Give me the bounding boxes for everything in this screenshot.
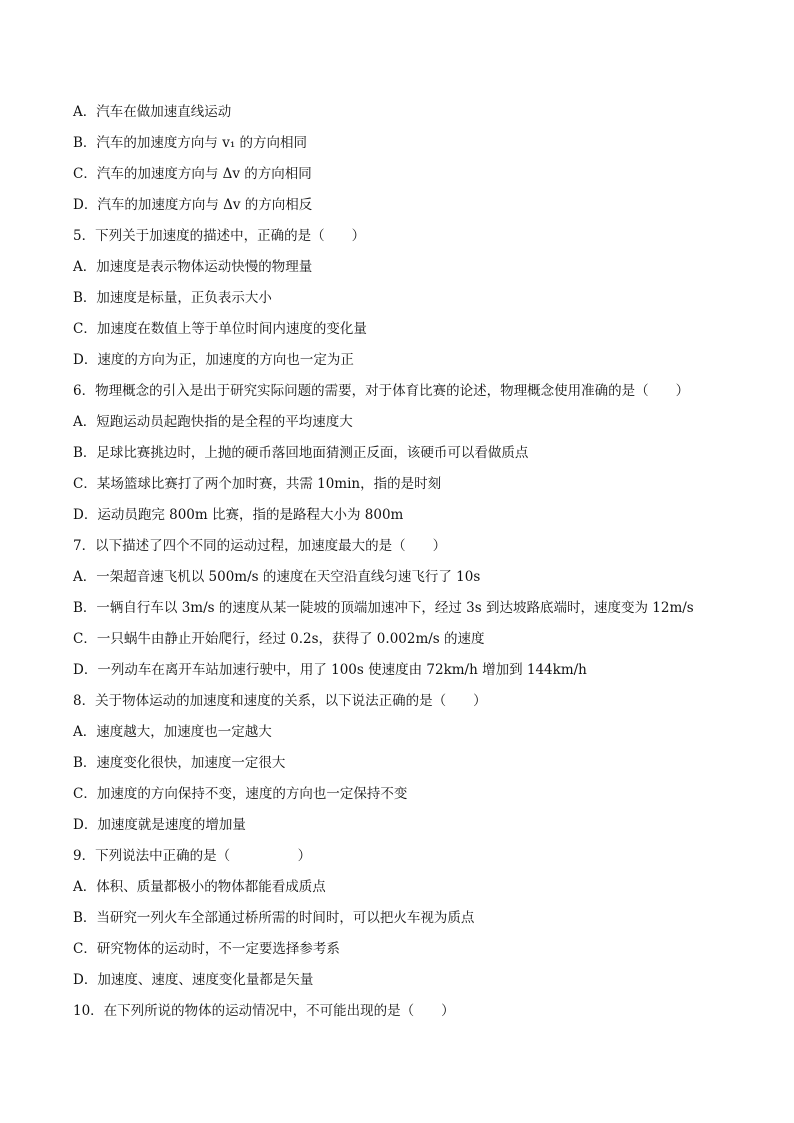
option-7c: C．一只蜗牛由静止开始爬行，经过 0.2s，获得了 0.002m/s 的速度 [73,631,485,647]
option-4c: C．汽车的加速度方向与 Δv 的方向相同 [73,166,312,182]
option-5d: D．速度的方向为正，加速度的方向也一定为正 [73,352,354,368]
option-4d: D．汽车的加速度方向与 Δv 的方向相反 [73,197,313,213]
option-7b: B．一辆自行车以 3m/s 的速度从某一陡坡的顶端加速冲下，经过 3s 到达坡路底端时，速度变为 12m/s [73,600,694,616]
option-8a: A．速度越大，加速度也一定越大 [73,724,272,740]
option-6a: A．短跑运动员起跑快指的是全程的平均速度大 [73,414,353,430]
option-7a: A．一架超音速飞机以 500m/s 的速度在天空沿直线匀速飞行了 10s [73,569,481,585]
option-8b: B．速度变化很快，加速度一定很大 [73,755,286,771]
document-page [73,97,753,1027]
option-5b: B．加速度是标量，正负表示大小 [73,290,272,306]
option-7d: D．一列动车在离开车站加速行驶中，用了 100s 使速度由 72km/h 增加到 144km/h [73,662,587,678]
option-8c: C．加速度的方向保持不变，速度的方向也一定保持不变 [73,786,408,802]
option-5c: C．加速度在数值上等于单位时间内速度的变化量 [73,321,367,337]
option-4a: A．汽车在做加速直线运动 [73,104,232,120]
option-9c: C．研究物体的运动时，不一定要选择参考系 [73,941,340,957]
option-9d: D．加速度、速度、速度变化量都是矢量 [73,972,314,988]
question-5: 5．下列关于加速度的描述中，正确的是（ ） [73,228,366,244]
option-8d: D．加速度就是速度的增加量 [73,817,246,833]
option-6b: B．足球比赛挑边时，上抛的硬币落回地面猜测正反面，该硬币可以看做质点 [73,445,529,461]
option-4b: B．汽车的加速度方向与 v₁ 的方向相同 [73,135,308,151]
option-6d: D．运动员跑完 800m 比赛，指的是路程大小为 800m [73,507,404,523]
question-8: 8．关于物体运动的加速度和速度的关系，以下说法正确的是（ ） [73,693,487,709]
question-7: 7．以下描述了四个不同的运动过程，加速度最大的是（ ） [73,538,447,554]
option-9b: B．当研究一列火车全部通过桥所需的时间时，可以把火车视为质点 [73,910,475,926]
question-6: 6．物理概念的引入是出于研究实际问题的需要，对于体育比赛的论述，物理概念使用准确的是（ ） [73,383,690,399]
option-9a: A．体积、质量都极小的物体都能看成质点 [73,879,326,895]
option-6c: C．某场篮球比赛打了两个加时赛，共需 10min，指的是时刻 [73,476,442,492]
option-5a: A．加速度是表示物体运动快慢的物理量 [73,259,313,275]
question-9: 9．下列说法中正确的是（ ） [73,848,312,864]
question-10: 10．在下列所说的物体的运动情况中，不可能出现的是（ ） [73,1003,455,1019]
